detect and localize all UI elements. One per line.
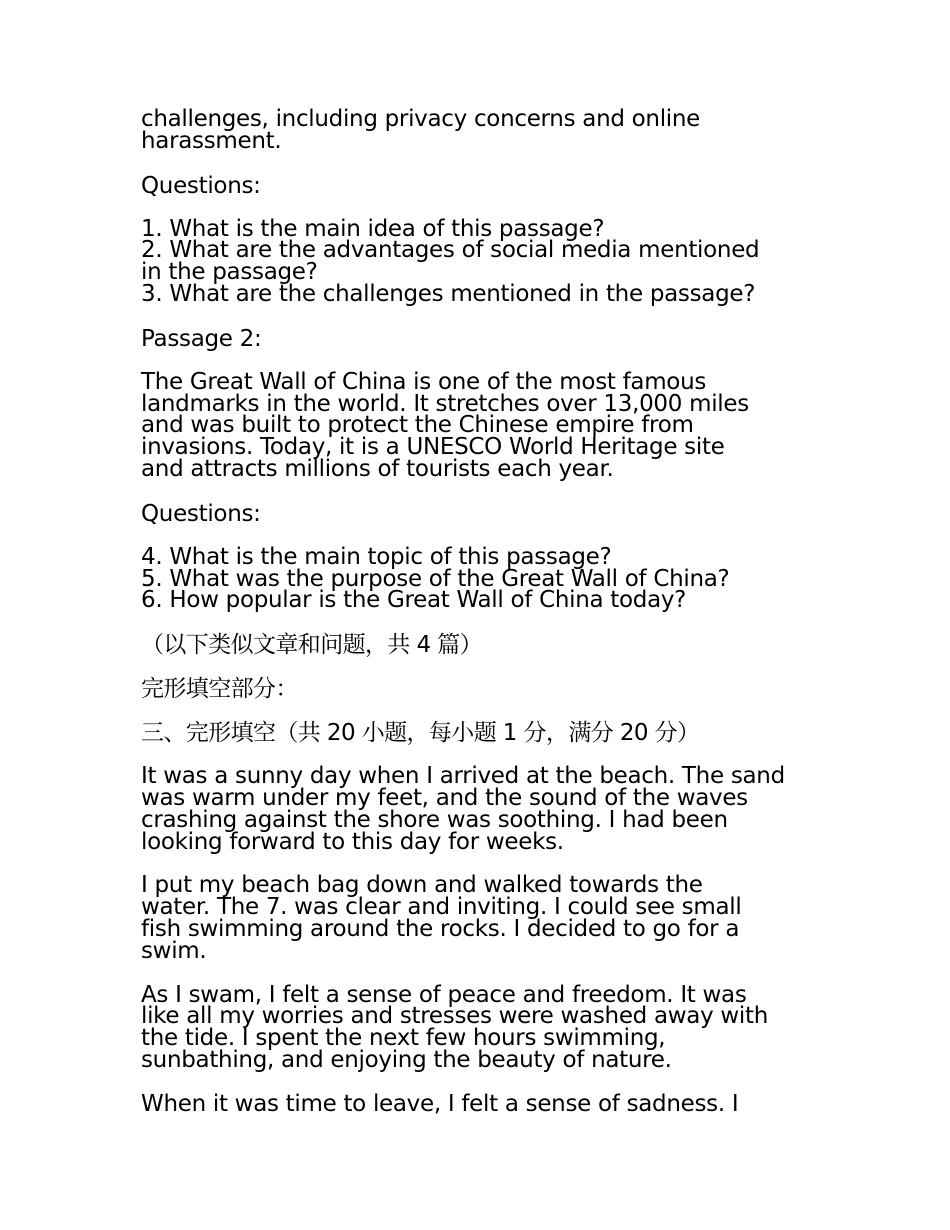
- question-line: 1. What is the main idea of this passage?: [141, 215, 605, 242]
- text-line: looking forward to this day for weeks.: [141, 828, 564, 855]
- note-line: （以下类似文章和问题，共 4 篇）: [141, 632, 483, 659]
- question-line: 4. What is the main topic of this passage?: [141, 543, 612, 570]
- cloze-section-label: 完形填空部分：: [141, 676, 298, 703]
- text-line: crashing against the shore was soothing. I had been: [141, 806, 728, 833]
- questions-label: Questions:: [141, 500, 261, 527]
- text-line: fish swimming around the rocks. I decided to go for a: [141, 915, 740, 942]
- question-line: 2. What are the advantages of social media mentioned: [141, 237, 760, 264]
- text-line: harassment.: [141, 127, 282, 154]
- passage-2-heading: Passage 2:: [141, 325, 262, 352]
- text-line: I put my beach bag down and walked towards the: [141, 872, 703, 899]
- document-page: [141, 106, 821, 1138]
- text-line: swim.: [141, 937, 207, 964]
- question-line: in the passage?: [141, 259, 318, 286]
- passage-2-paragraph: [141, 368, 821, 482]
- text-line: When it was time to leave, I felt a sense of sadness. I: [141, 1090, 739, 1117]
- text-line: and attracts millions of tourists each year.: [141, 455, 614, 482]
- paragraph-continued: [141, 106, 821, 154]
- text-line: challenges, including privacy concerns and online: [141, 106, 701, 132]
- cloze-paragraph-2: [141, 872, 821, 964]
- question-list-2: [141, 543, 821, 614]
- cloze-paragraph-1: [141, 763, 821, 855]
- text-line: and was built to protect the Chinese empire from: [141, 412, 694, 439]
- question-line: 5. What was the purpose of the Great Wall of China?: [141, 565, 730, 592]
- questions-label: Questions:: [141, 172, 261, 199]
- text-line: the tide. I spent the next few hours swimming,: [141, 1025, 666, 1052]
- text-line: water. The 7. was clear and inviting. I could see small: [141, 894, 742, 921]
- text-line: like all my worries and stresses were washed away with: [141, 1003, 768, 1030]
- text-line: The Great Wall of China is one of the most famous: [141, 368, 707, 395]
- question-line: 6. How popular is the Great Wall of China today?: [141, 587, 687, 614]
- text-line: was warm under my feet, and the sound of the waves: [141, 784, 748, 811]
- text-line: sunbathing, and enjoying the beauty of nature.: [141, 1046, 672, 1073]
- question-list-1: [141, 215, 821, 307]
- question-line: 3. What are the challenges mentioned in the passage?: [141, 280, 756, 307]
- text-line: landmarks in the world. It stretches over 13,000 miles: [141, 390, 749, 417]
- cloze-paragraph-4: [141, 1090, 821, 1117]
- text-line: invasions. Today, it is a UNESCO World Heritage site: [141, 434, 725, 461]
- text-line: As I swam, I felt a sense of peace and freedom. It was: [141, 981, 747, 1008]
- cloze-section-heading: 三、完形填空（共 20 小题，每小题 1 分，满分 20 分）: [141, 720, 700, 747]
- cloze-paragraph-3: [141, 981, 821, 1073]
- text-line: It was a sunny day when I arrived at the beach. The sand: [141, 763, 785, 790]
